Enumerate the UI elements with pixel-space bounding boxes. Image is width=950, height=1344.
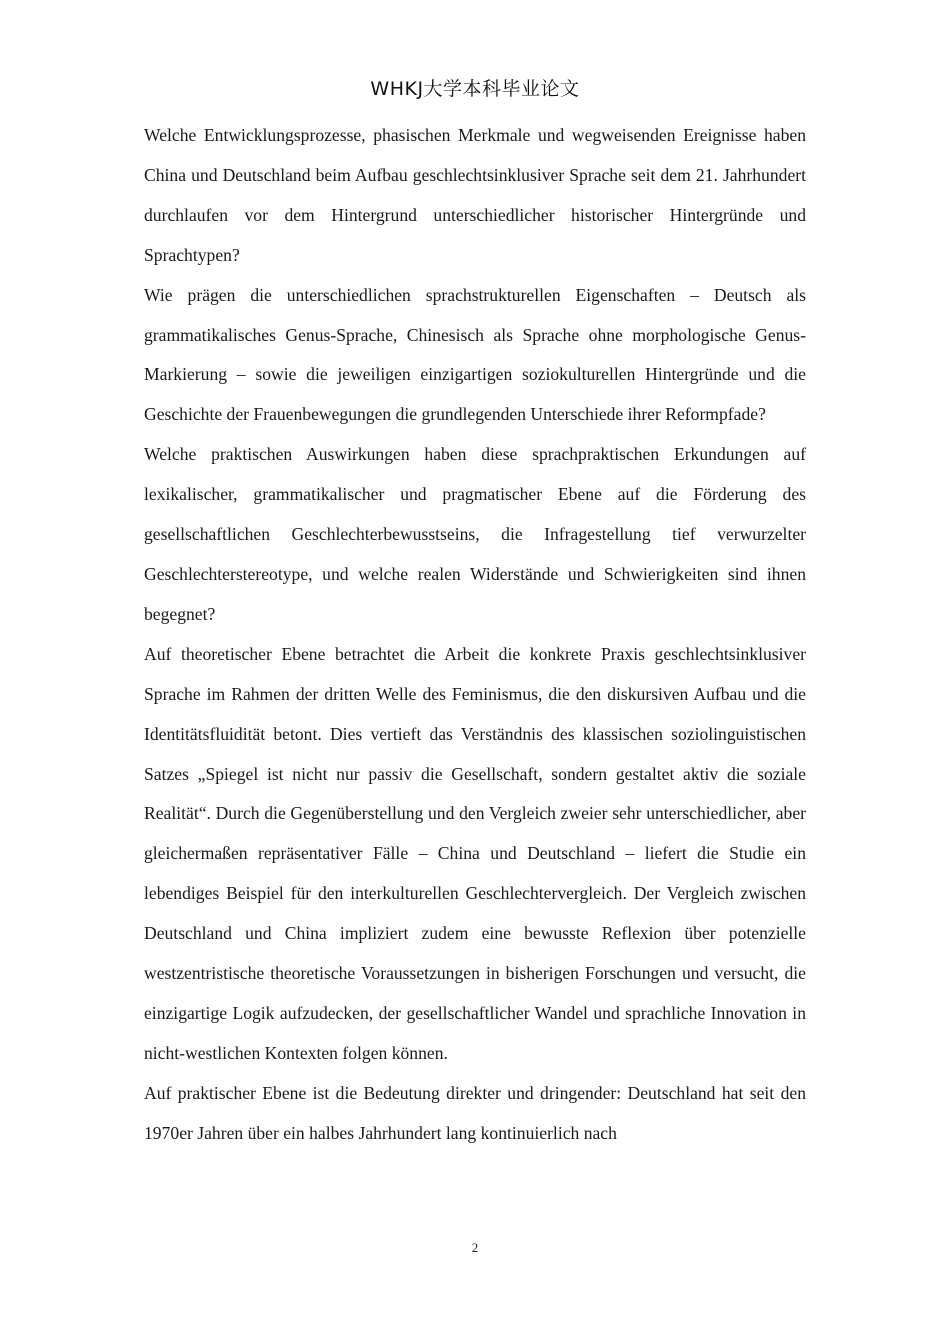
paragraph-theoretical-significance: Auf theoretischer Ebene betrachtet die Arbeit die konkrete Praxis geschlechtsinklusiver Sprache im Rahmen der dritten Welle des Feminismus, die den diskursiven Aufbau und die Identitätsfluidität betont. Dies vertieft das Verständnis des klassischen soziolinguistischen Satzes „Spiegel ist nicht nur passiv die Gesellschaft, sondern gestaltet aktiv die soziale Realität“. Durch die Gegenüberstellung und den Vergleich zweier sehr unterschiedlicher, aber gleichermaßen repräsentativer Fälle – China und Deutschland – liefert die Studie ein lebendiges Beispiel für den interkulturellen Geschlechtervergleich. Der Vergleich zwischen Deutschland und China impliziert zudem eine bewusste Reflexion über potenzielle westzentristische theoretische Voraussetzungen in bisherigen Forschungen und versucht, die einzigartige Logik aufzudecken, der gesellschaftlicher Wandel und sprachliche Innovation in nicht-westlichen Kontexten folgen können. bbox=[144, 643, 806, 1063]
body-text bbox=[144, 116, 806, 1154]
running-header: WHKJ大学本科毕业论文 bbox=[370, 78, 580, 100]
page-number: 2 bbox=[471, 1240, 479, 1255]
paragraph-question-structure: Wie prägen die unterschiedlichen sprachstrukturellen Eigenschaften – Deutsch als grammatikalisches Genus-Sprache, Chinesisch als Sprache ohne morphologische Genus-Markierung – sowie die jeweiligen einzigartigen soziokulturellen Hintergründe und die Geschichte der Frauenbewegungen die grundlegenden Unterschiede ihrer Reformpfade? bbox=[144, 284, 806, 425]
paragraph-question-effects: Welche praktischen Auswirkungen haben diese sprachpraktischen Erkundungen auf lexikalischer, grammatikalischer und pragmatischer Ebene auf die Förderung des gesellschaftlichen Geschlechterbewusstseins, die Infragestellung tief verwurzelter Geschlechterstereotype, und welche realen Widerstände und Schwierigkeiten sind ihnen begegnet? bbox=[144, 444, 806, 624]
paragraph-practical-significance: Auf praktischer Ebene ist die Bedeutung direkter und dringender: Deutschland hat seit den 1970er Jahren über ein halbes Jahrhundert lang kontinuierlich nach bbox=[144, 1082, 806, 1143]
paragraph-question-development: Welche Entwicklungsprozesse, phasischen Merkmale und wegweisenden Ereignisse haben China und Deutschland beim Aufbau geschlechtsinklusiver Sprache seit dem 21. Jahrhundert durchlaufen vor dem Hintergrund unterschiedlicher historischer Hintergründe und Sprachtypen? bbox=[144, 125, 806, 265]
